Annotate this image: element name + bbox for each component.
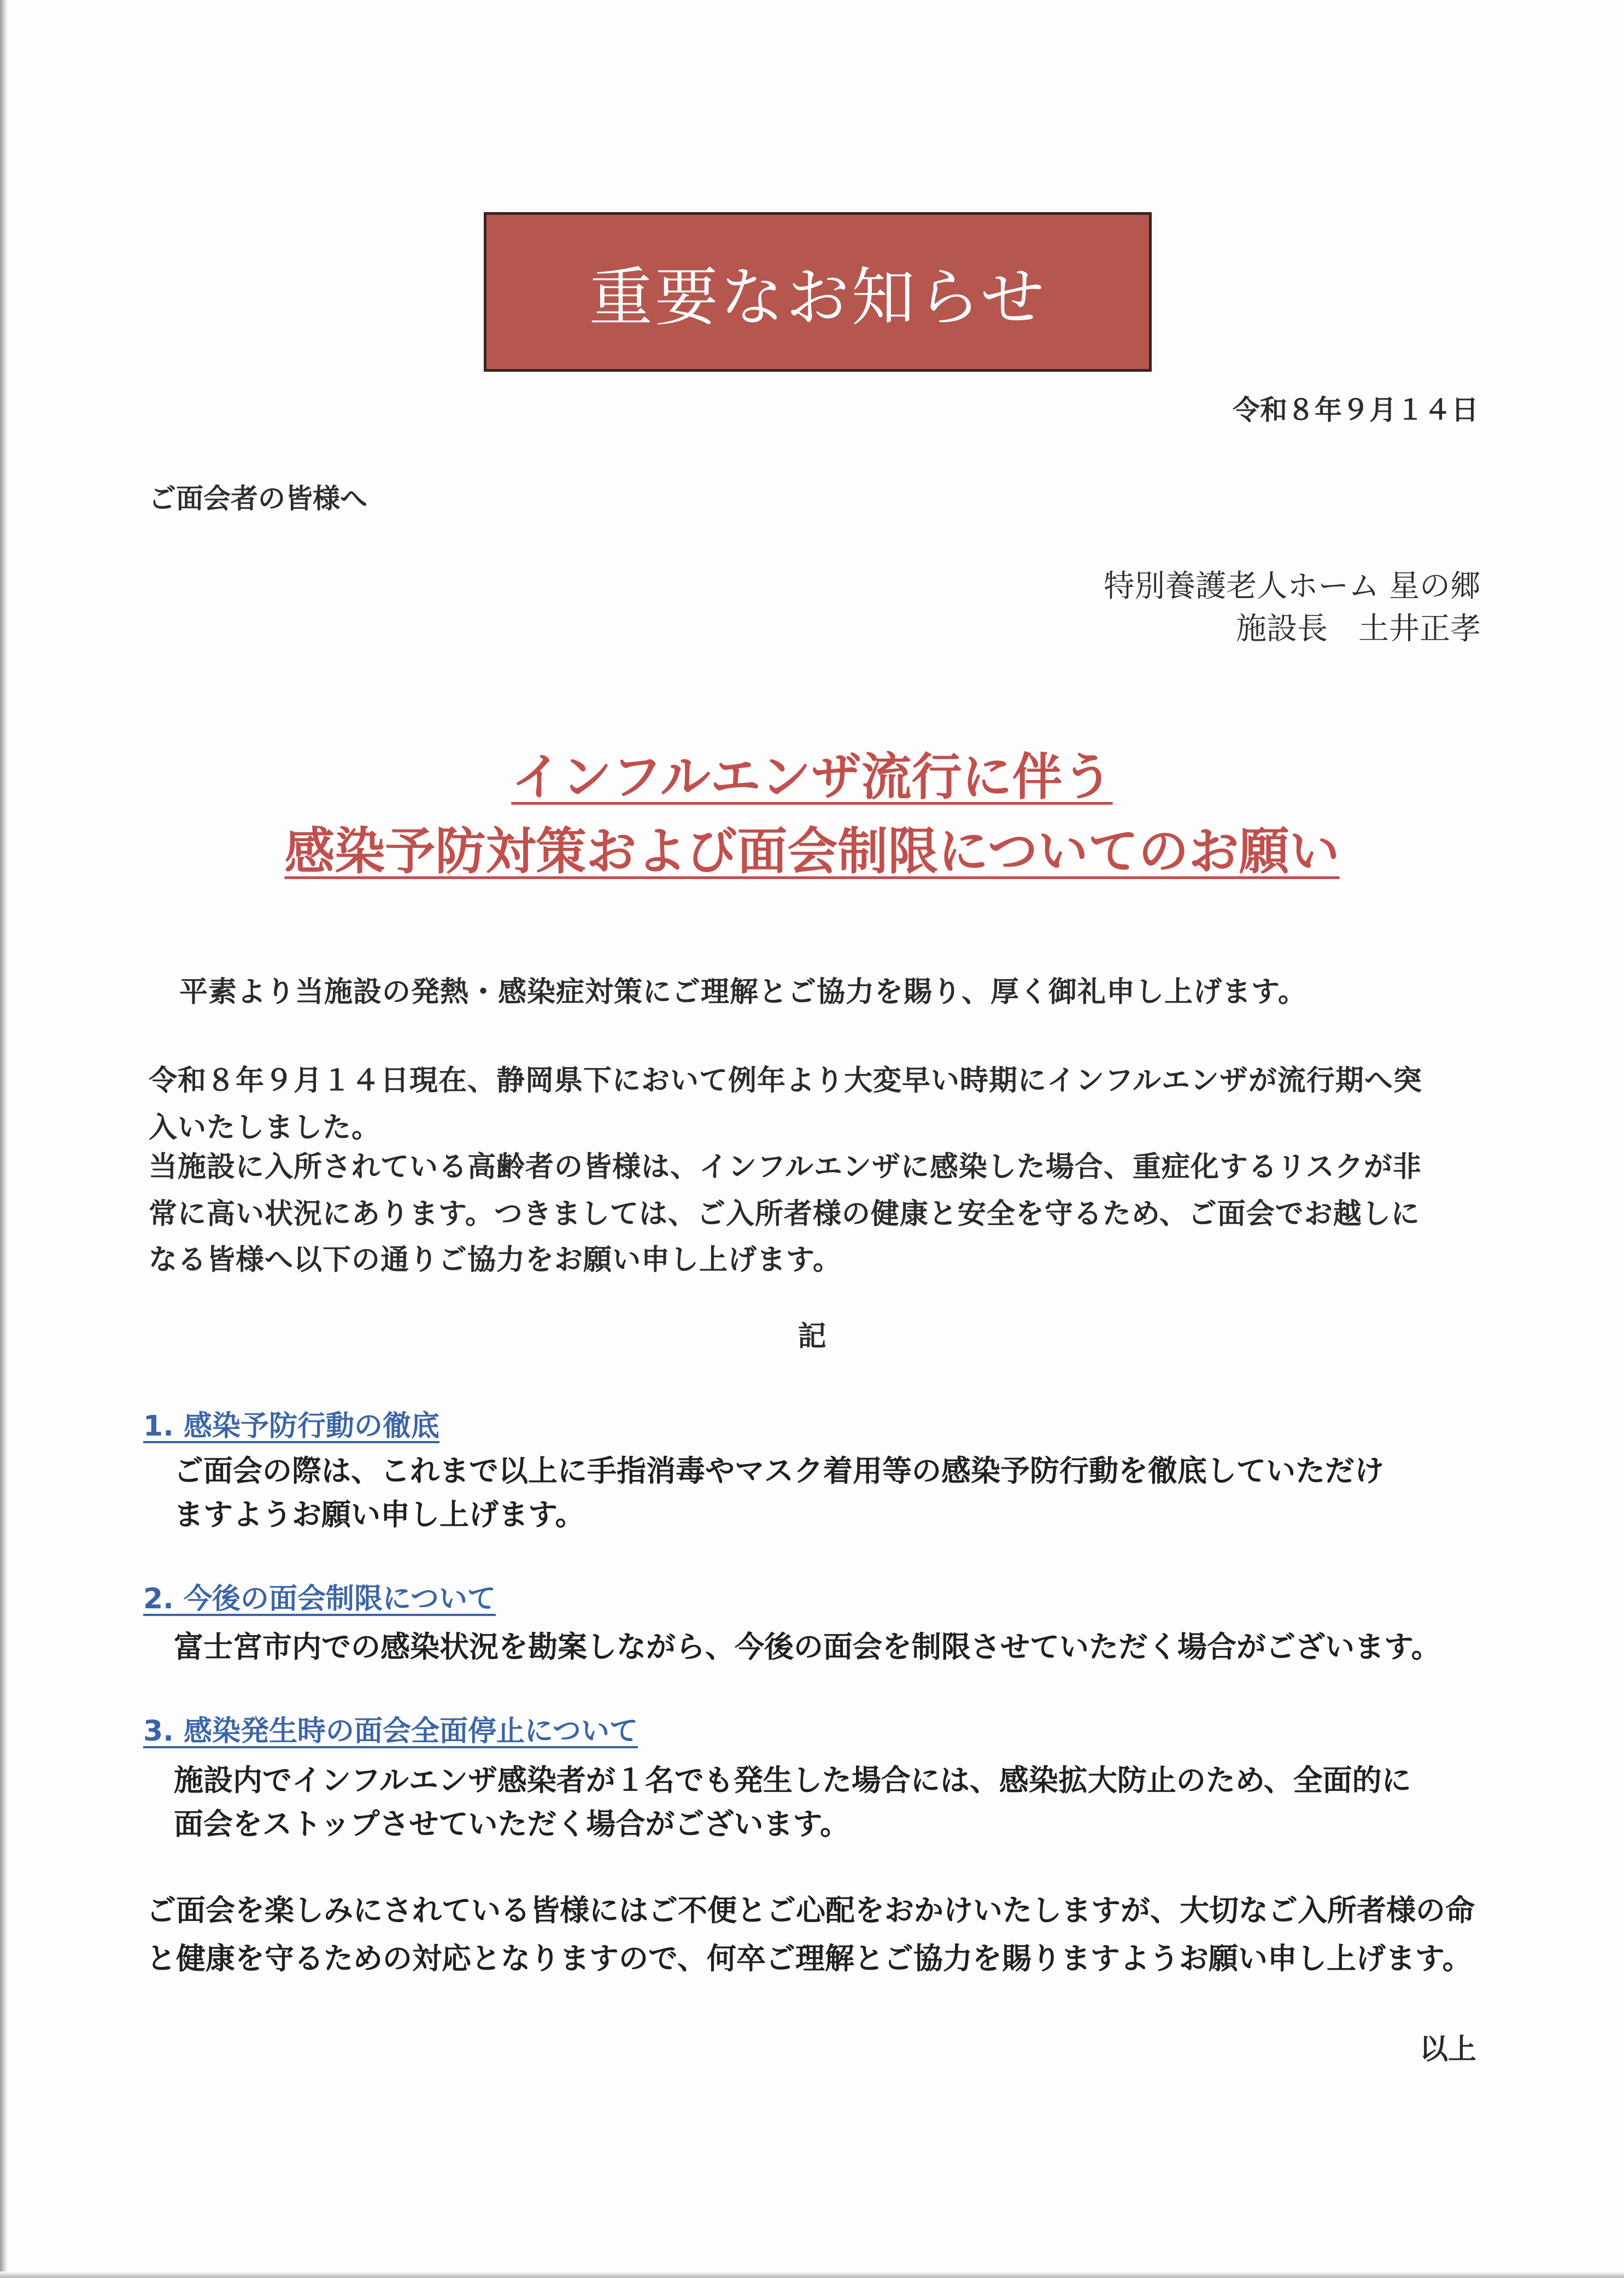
paragraph-2-line-2: 常に高い状況にあります。つきましては、ご入所者様の健康と安全を守るため、ご面会でお越しに [149, 1198, 1420, 1231]
paragraph-2-line-3: なる皆様へ以下の通りご協力をお願い申し上げます。 [149, 1244, 842, 1276]
item-1-line-1: ご面会の際は、これまで以上に手指消毒やマスク着用等の感染予防行動を徹底していただけ [174, 1454, 1384, 1488]
sender-organization: 特別養護老人ホーム 星の郷 [1104, 569, 1481, 604]
item-3-heading-text: 3. 感染発生時の面会全面停止について [143, 1715, 638, 1748]
document-title-line-1 [0, 737, 1624, 809]
notice-banner [484, 212, 1152, 372]
sender-name: 施設長 土井正孝 [1236, 611, 1481, 647]
scan-edge-bottom [0, 2271, 1624, 2278]
title-line-2-text: 感染予防対策および面会制限についてのお願い [284, 822, 1340, 881]
paragraph-2-line-1: 当施設に入所されている高齢者の皆様は、インフルエンザに感染した場合、重症化するリスクが非 [149, 1151, 1422, 1184]
paragraph-1-line-2: 入いたしました。 [149, 1111, 381, 1144]
item-2-line-1: 富士宮市内での感染状況を勘案しながら、今後の面会を制限させていただく場合がございます。 [174, 1630, 1441, 1664]
closing-paragraph-line-1: ご面会を楽しみにされている皆様にはご不便とご心配をおかけいたしますが、大切なご入所者様の命 [146, 1893, 1475, 1928]
banner-title: 重要なお知らせ [589, 260, 1047, 335]
item-2-heading-text: 2. 今後の面会制限について [143, 1583, 496, 1615]
item-3-line-1: 施設内でインフルエンザ感染者が１名でも発生した場合には、感染拡大防止のため、全面的に [174, 1763, 1411, 1797]
scan-edge-left [0, 0, 8, 2278]
item-1-heading [143, 1403, 439, 1444]
document-date: 令和８年９月１４日 [1233, 394, 1479, 426]
item-3-heading [143, 1708, 638, 1749]
paragraph-1-line-1: 令和８年９月１４日現在、静岡県下において例年より大変早い時期にインフルエンザが流行期へ突 [149, 1064, 1422, 1097]
item-1-line-2: ますようお願い申し上げます。 [174, 1497, 585, 1532]
item-1-heading-text: 1. 感染予防行動の徹底 [143, 1410, 440, 1443]
closing-word: 以上 [1419, 2033, 1476, 2066]
salutation: ご面会者の皆様へ [149, 483, 367, 514]
greeting-paragraph: 平素より当施設の発熱・感染症対策にご理解とご協力を賜り、厚く御礼申し上げます。 [179, 976, 1307, 1009]
item-3-line-2: 面会をストップさせていただく場合がございます。 [174, 1807, 850, 1841]
document-title-line-2 [0, 811, 1624, 883]
title-line-1-text: インフルエンザ流行に伴う [511, 748, 1113, 806]
ki-marker: 記 [798, 1320, 826, 1353]
item-2-heading [143, 1576, 496, 1617]
closing-paragraph-line-2: と健康を守るための対応となりますので、何卒ご理解とご協力を賜りますようお願い申し上げます。 [146, 1941, 1472, 1976]
